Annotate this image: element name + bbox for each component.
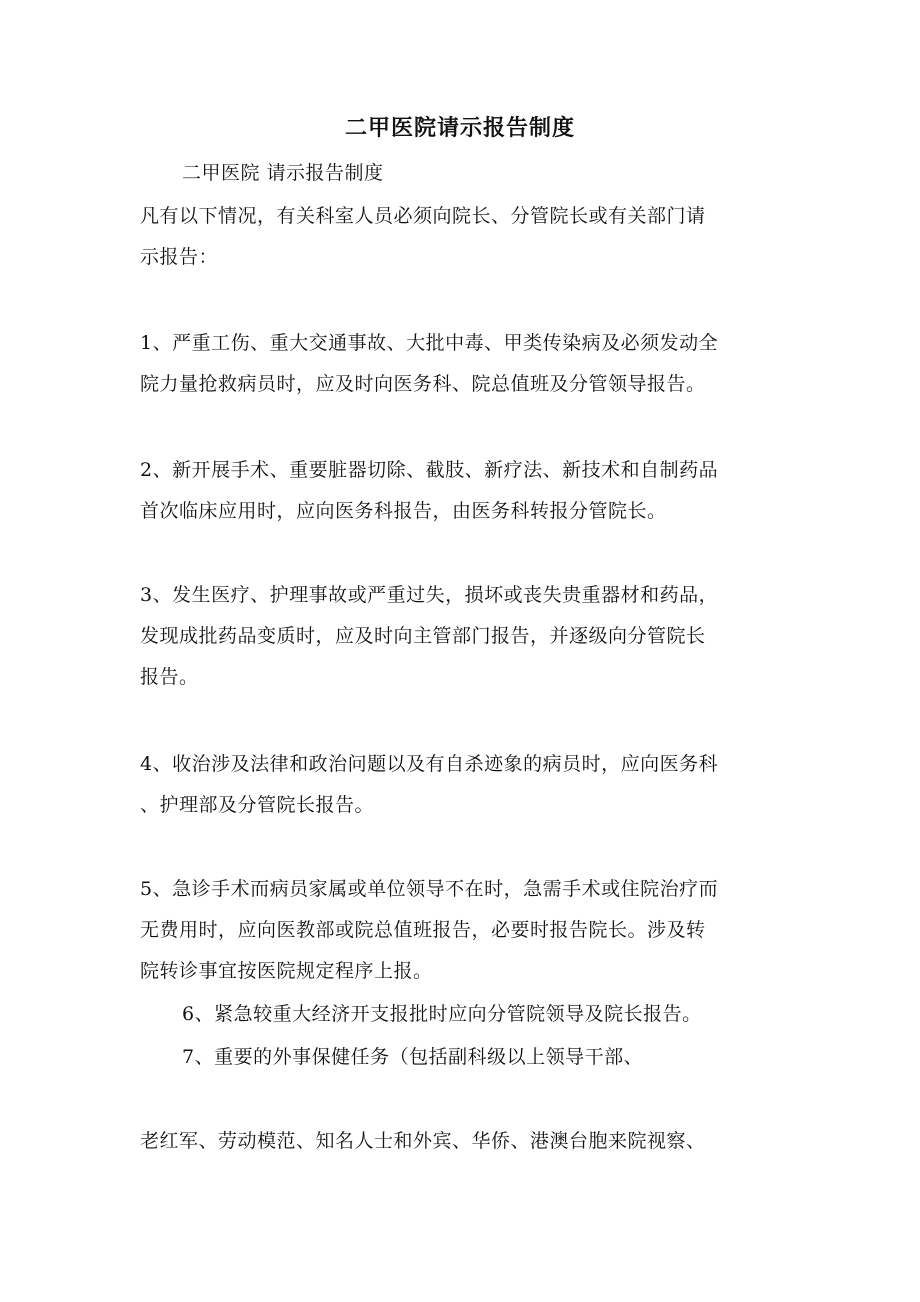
item-5-line-3: 院转诊事宜按医院规定程序上报。 <box>140 960 433 982</box>
document-title: 二甲医院请示报告制度 <box>344 115 575 141</box>
intro-line-1: 凡有以下情况，有关科室人员必须向院长、分管院长或有关部门请 <box>140 205 706 227</box>
item-3-line-2: 发现成批药品变质时，应及时向主管部门报告，并逐级向分管院长 <box>140 625 706 647</box>
intro-line-2: 示报告： <box>140 246 219 268</box>
document-subtitle: 二甲医院 请示报告制度 <box>182 162 384 184</box>
item-7-line-1: 7、重要的外事保健任务（包括副科级以上领导干部、 <box>182 1046 644 1068</box>
item-2-line-2: 首次临床应用时，应向医务科报告，由医务科转报分管院长。 <box>140 500 667 522</box>
item-3-line-3: 报告。 <box>140 666 199 688</box>
item-3-line-1: 3、发生医疗、护理事故或严重过失，损坏或丧失贵重器材和药品， <box>140 584 719 606</box>
item-1-line-1: 1、严重工伤、重大交通事故、大批中毒、甲类传染病及必须发动全 <box>140 332 719 354</box>
item-5-line-2: 无费用时，应向医教部或院总值班报告，必要时报告院长。涉及转 <box>140 919 706 941</box>
item-1-line-2: 院力量抢救病员时，应及时向医务科、院总值班及分管领导报告。 <box>140 373 706 395</box>
trailing-line-1: 老红军、劳动模范、知名人士和外宾、华侨、港澳台胞来院视察、 <box>140 1130 706 1152</box>
item-5-line-1: 5、急诊手术而病员家属或单位领导不在时，急需手术或住院治疗而 <box>140 878 719 900</box>
item-6-line-1: 6、紧急较重大经济开支报批时应向分管院领导及院长报告。 <box>182 1003 702 1025</box>
item-2-line-1: 2、新开展手术、重要脏器切除、截肢、新疗法、新技术和自制药品 <box>140 459 719 481</box>
item-4-line-1: 4、收治涉及法律和政治问题以及有自杀迹象的病员时，应向医务科 <box>140 753 719 775</box>
item-4-line-2: 、护理部及分管院长报告。 <box>140 794 375 816</box>
